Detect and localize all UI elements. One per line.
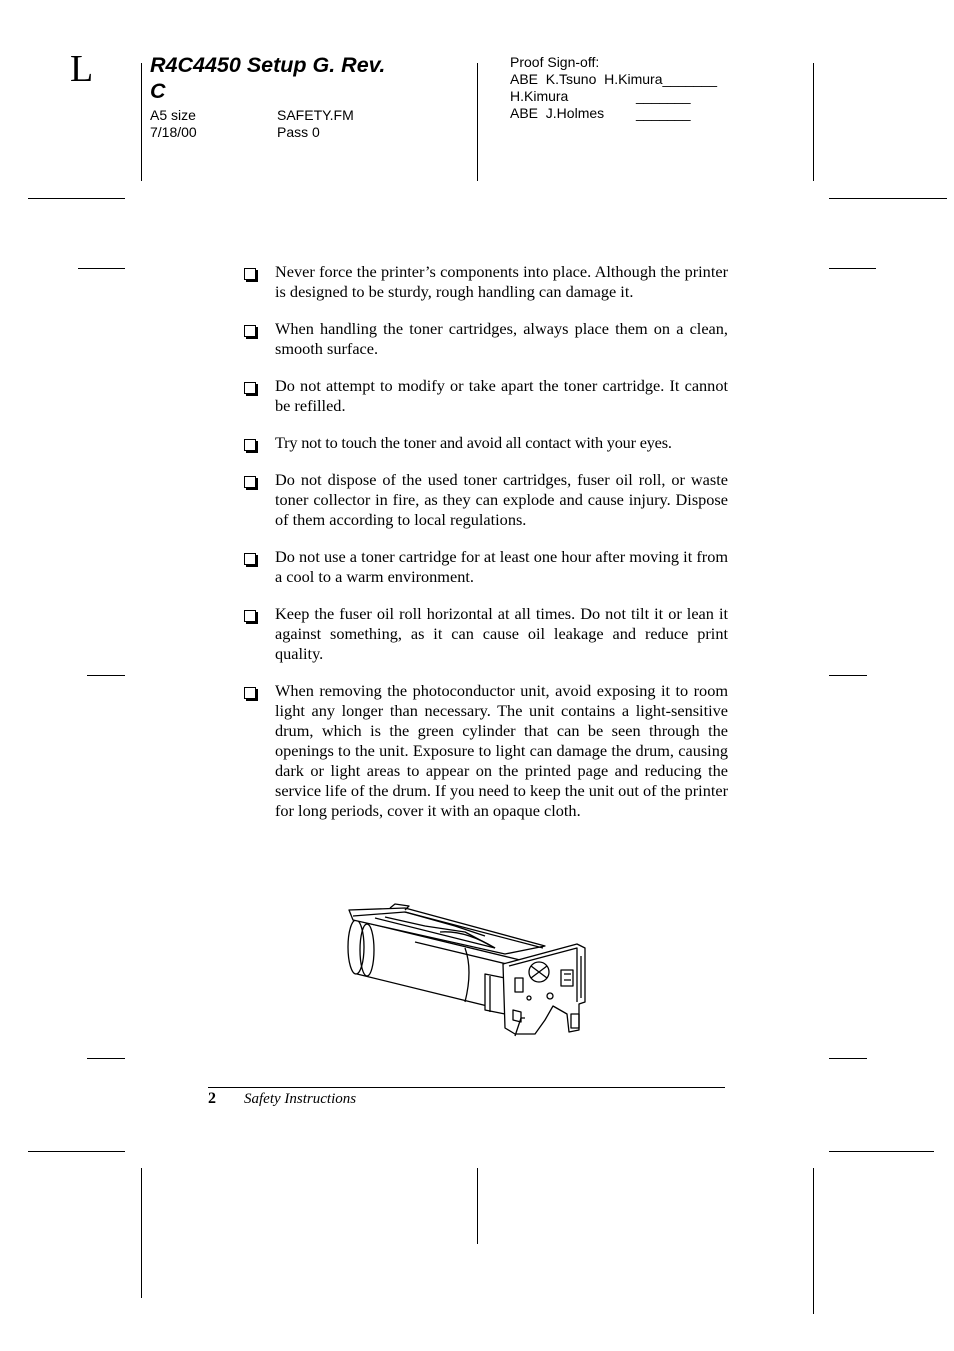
crop-mark	[477, 1168, 478, 1244]
checkbox-bullet-icon	[244, 382, 256, 394]
crop-mark	[813, 63, 814, 181]
proof-blank-2: _______	[636, 88, 691, 104]
checkbox-bullet-icon	[244, 687, 256, 699]
corner-mark: L	[70, 48, 94, 90]
crop-mark	[829, 1058, 867, 1059]
checkbox-bullet-icon	[244, 325, 256, 337]
pass-label: Pass 0	[277, 124, 320, 140]
proof-line-3: ABE J.Holmes	[510, 105, 605, 121]
page-number: 2	[208, 1090, 216, 1107]
crop-mark	[87, 675, 125, 676]
crop-mark	[829, 675, 867, 676]
crop-mark	[829, 1151, 934, 1152]
crop-mark	[813, 1168, 814, 1314]
list-item: Do not attempt to modify or take apart the toner cartridge. It cannot be refilled.	[244, 376, 728, 416]
checkbox-bullet-icon	[244, 268, 256, 280]
checkbox-bullet-icon	[244, 610, 256, 622]
list-item: Do not dispose of the used toner cartridges, fuser oil roll, or waste toner collector in fire, as they can explode and cause injury. Dispose of them according to local regulations.	[244, 470, 728, 530]
list-item: Do not use a toner cartridge for at least one hour after moving it from a cool to a warm environment.	[244, 547, 728, 587]
crop-mark	[87, 1058, 125, 1059]
list-item: When removing the photoconductor unit, avoid exposing it to room light any longer than necessary. The unit contains a light-sensitive drum, which is the green cylinder that can be seen through the openings to the unit. Exposure to light can damage the drum, causing dark or light areas to appear on the printed page and reducing the service life of the drum. If you need to keep the unit out of the printer for long periods, cover it with an opaque cloth.	[244, 681, 728, 821]
checkbox-bullet-icon	[244, 553, 256, 565]
list-item: Never force the printer’s components into place. Although the printer is designed to be sturdy, rough handling can damage it.	[244, 262, 728, 302]
list-item: Keep the fuser oil roll horizontal at all times. Do not tilt it or lean it against something, as it can cause oil leakage and reduce print quality.	[244, 604, 728, 664]
crop-mark	[141, 63, 142, 181]
crop-mark	[829, 198, 947, 199]
proof-blank-3: _______	[636, 105, 691, 121]
crop-mark	[477, 63, 478, 181]
checkbox-bullet-icon	[244, 439, 256, 451]
size-label: A5 size	[150, 107, 196, 123]
document-title: R4C4450 Setup G. Rev. C	[150, 53, 386, 103]
list-item: When handling the toner cartridges, always place them on a clean, smooth surface.	[244, 319, 728, 359]
list-item: Try not to touch the toner and avoid all contact with your eyes.	[244, 433, 728, 453]
safety-list	[244, 262, 728, 838]
crop-mark	[28, 1151, 125, 1152]
file-label: SAFETY.FM	[277, 107, 354, 123]
photoconductor-unit-illustration	[345, 902, 590, 1038]
crop-mark	[829, 268, 876, 269]
crop-mark	[78, 268, 125, 269]
checkbox-bullet-icon	[244, 476, 256, 488]
footer-rule	[208, 1087, 725, 1088]
proof-heading: Proof Sign-off:	[510, 54, 600, 70]
crop-mark	[28, 198, 125, 199]
date-label: 7/18/00	[150, 124, 197, 140]
proof-line-2: H.Kimura	[510, 88, 569, 104]
section-title: Safety Instructions	[244, 1091, 357, 1107]
proof-line-1: ABE K.Tsuno H.Kimura_______	[510, 71, 718, 87]
crop-mark	[141, 1168, 142, 1298]
